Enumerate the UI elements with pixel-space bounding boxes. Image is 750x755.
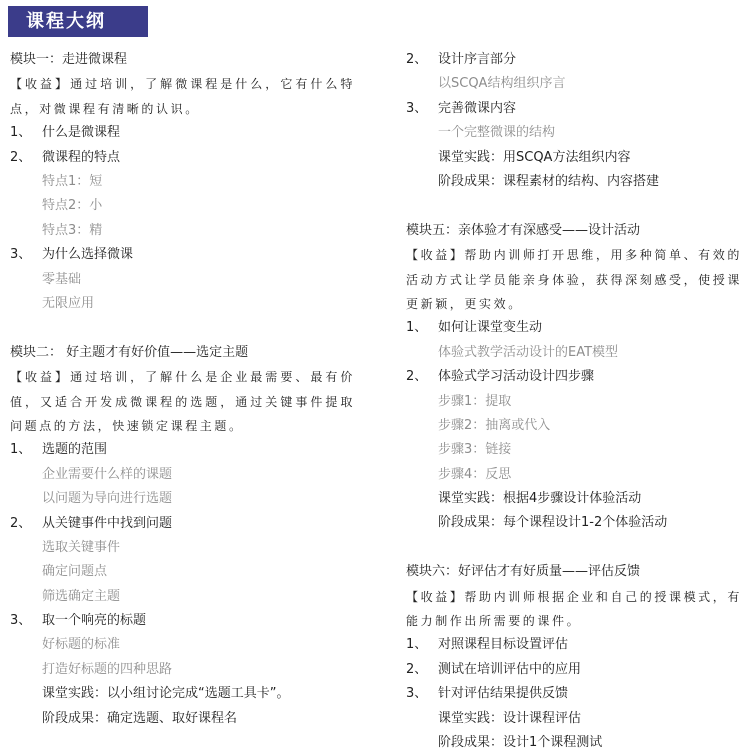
outline-item (406, 365, 742, 389)
item-number: 1、 (10, 442, 32, 458)
item-number: 3、 (406, 100, 428, 116)
outline-item (406, 48, 742, 72)
outline-item (10, 512, 355, 536)
outline-item (10, 438, 355, 462)
outline-subitem: 筛选确定主题 (42, 588, 121, 604)
item-text: 测试在培训评估中的应用 (438, 661, 582, 677)
section-spacer (406, 194, 742, 218)
item-text: 针对评估结果提供反馈 (438, 686, 569, 702)
module-title: 模块六：好评估才有好质量——评估反馈 (406, 564, 641, 580)
section-spacer (10, 316, 355, 340)
outline-item (10, 146, 355, 170)
outline-subitem: 企业需要什么样的课题 (42, 466, 173, 482)
outline-item (406, 658, 742, 682)
outline-item (406, 633, 742, 657)
item-text: 微课程的特点 (42, 149, 121, 165)
item-number: 2、 (10, 515, 32, 531)
outline-subitem: 特点1：短 (42, 173, 103, 189)
item-number: 2、 (406, 661, 428, 677)
item-text: 如何让课堂变生动 (438, 320, 543, 336)
outline-subitem: 步骤2：抽离或代入 (438, 417, 551, 433)
practice-line: 课堂实践：以小组讨论完成“选题工具卡”。 (42, 686, 290, 702)
item-number: 1、 (406, 637, 428, 653)
module-benefit: 【收益】通过培训，了解什么是企业最需要、最有价值，又适合开发成微课程的选题，通过关键事件提取问题点的方法，快速锁定课程主题。 (10, 370, 355, 433)
item-text: 设计序言部分 (438, 52, 517, 67)
module-title: 模块二： 好主题才有好价值——选定主题 (10, 344, 249, 360)
item-text: 选题的范围 (42, 442, 108, 458)
outline-item (406, 316, 742, 340)
item-text: 体验式学习活动设计四步骤 (438, 369, 595, 385)
outline-subitem: 零基础 (42, 271, 82, 287)
module-benefit: 【收益】帮助内训师根据企业和自己的授课模式，有能力制作出所需要的课件。 (406, 589, 742, 629)
item-number: 2、 (10, 149, 32, 165)
item-number: 3、 (406, 686, 428, 702)
outline-item (406, 97, 742, 121)
practice-line: 阶段成果：每个课程设计1-2个体验活动 (438, 515, 668, 531)
outline-subitem: 特点3：精 (42, 222, 103, 238)
practice-line: 课堂实践：根据4步骤设计体验活动 (438, 491, 642, 507)
practice-line: 课堂实践：用SCQA方法组织内容 (438, 149, 631, 165)
outline-item (406, 682, 742, 706)
outline-subitem: 步骤3：链接 (438, 442, 512, 458)
outline-subitem: 确定问题点 (42, 564, 108, 580)
item-text: 什么是微课程 (42, 125, 121, 141)
section-spacer (406, 536, 742, 560)
outline-subitem: 无限应用 (42, 295, 95, 311)
item-number: 1、 (406, 320, 428, 336)
outline-item (10, 609, 355, 633)
outline-subitem: 体验式教学活动设计的EAT模型 (438, 344, 619, 360)
item-text: 完善微课内容 (438, 100, 517, 116)
practice-line: 阶段成果：确定选题、取好课程名 (42, 710, 238, 726)
item-number: 1、 (10, 125, 32, 141)
item-number: 2、 (406, 369, 428, 385)
practice-line: 课堂实践：设计课程评估 (438, 710, 582, 726)
right-column (406, 48, 742, 755)
outline-item (10, 243, 355, 267)
item-text: 从关键事件中找到问题 (42, 515, 173, 531)
outline-subitem: 好标题的标准 (42, 637, 121, 653)
practice-line: 阶段成果：设计1个课程测试 (438, 735, 603, 751)
outline-subitem: 以SCQA结构组织序言 (438, 76, 566, 92)
module-title: 模块五：亲体验才有深感受——设计活动 (406, 222, 641, 238)
left-column (10, 48, 355, 731)
outline-subitem: 特点2：小 (42, 198, 103, 214)
outline-subitem: 步骤1：提取 (438, 393, 512, 409)
item-number: 2、 (406, 52, 428, 67)
outline-subitem: 一个完整微课的结构 (438, 125, 556, 141)
item-text: 取一个响亮的标题 (42, 613, 147, 629)
outline-subitem: 步骤4：反思 (438, 466, 512, 482)
item-number: 3、 (10, 613, 32, 629)
item-text: 对照课程目标设置评估 (438, 637, 569, 653)
outline-subitem: 打造好标题的四种思路 (42, 661, 173, 677)
item-text: 为什么选择微课 (42, 247, 134, 263)
module-benefit: 【收益】通过培训，了解微课程是什么，它有什么特点，对微课程有清晰的认识。 (10, 77, 355, 116)
item-number: 3、 (10, 247, 32, 263)
module-title: 模块一：走进微课程 (10, 52, 128, 67)
course-outline-banner (8, 6, 148, 37)
module-benefit: 【收益】帮助内训师打开思维，用多种简单、有效的活动方式让学员能亲身体验，获得深刻感受，使授课更新颖，更实效。 (406, 248, 742, 311)
outline-subitem: 以问题为导向进行选题 (42, 491, 173, 507)
outline-subitem: 选取关键事件 (42, 539, 121, 555)
banner-title: 课程大纲 (26, 11, 106, 32)
practice-line: 阶段成果：课程素材的结构、内容搭建 (438, 173, 660, 189)
outline-item (10, 121, 355, 145)
